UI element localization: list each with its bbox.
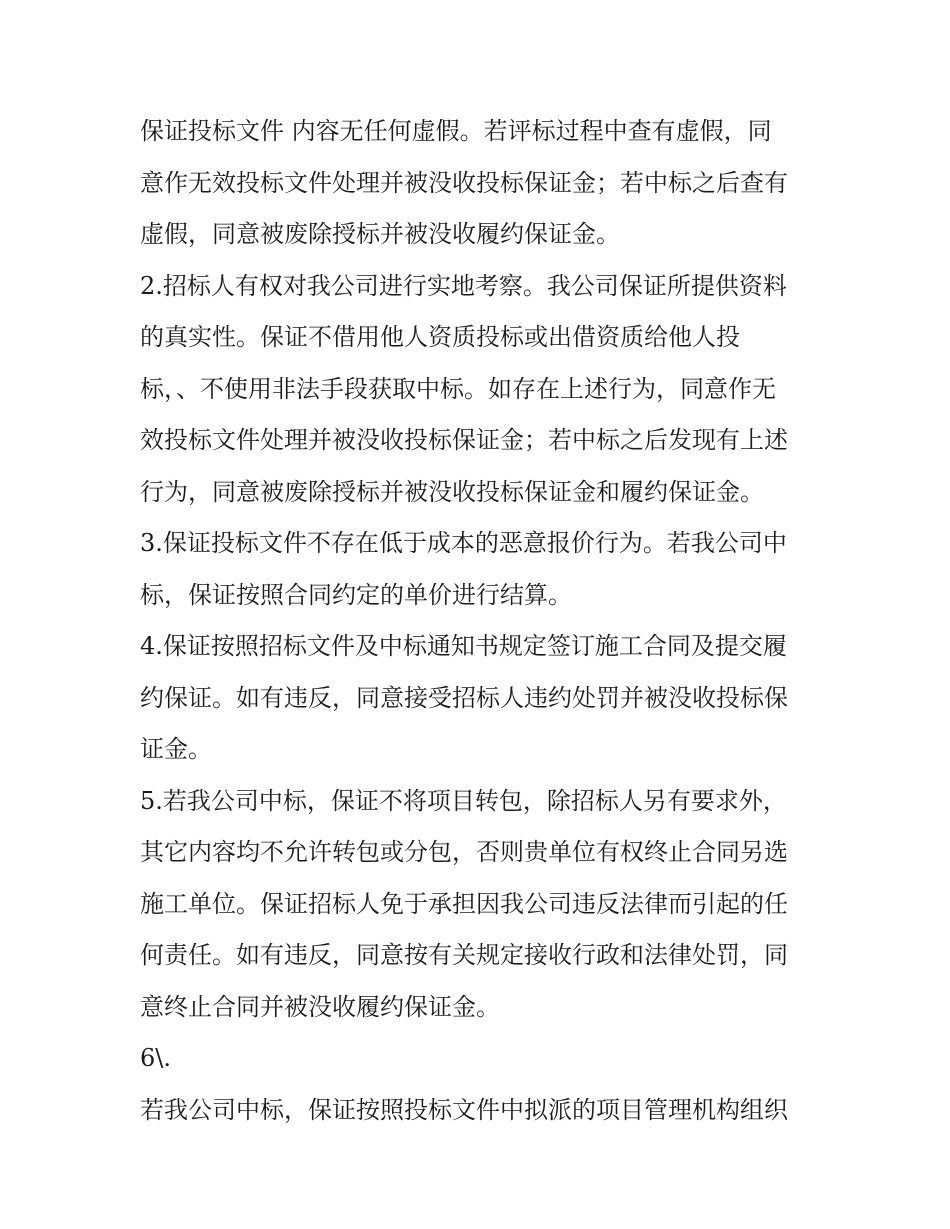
text-line: 标，、不使用非法手段获取中标。如存在上述行为，同意作无	[140, 374, 776, 403]
text-line: 证金。	[140, 735, 212, 763]
text-line: 保证投标文件 内容无任何虚假。若评标过程中查有虚假，同	[140, 117, 772, 145]
text-line: 6\.	[140, 1044, 171, 1072]
text-line: 意作无效投标文件处理并被没收投标保证金；若中标之后查有	[140, 168, 788, 197]
text-line: 行为，同意被废除授标并被没收投标保证金和履约保证金。	[140, 477, 764, 506]
text-line: 5.若我公司中标，保证不将项目转包，除招标人另有要求外，	[140, 786, 787, 815]
text-line: 虚假，同意被废除授标并被没收履约保证金。	[140, 220, 620, 248]
text-line: 4.保证按照招标文件及中标通知书规定签订施工合同及提交履	[140, 632, 787, 660]
text-line: 其它内容均不允许转包或分包，否则贵单位有权终止合同另选	[140, 838, 788, 866]
text-line: 效投标文件处理并被没收投标保证金；若中标之后发现有上述	[140, 426, 788, 454]
text-line: 约保证。如有违反，同意接受招标人违约处罚并被没收投标保	[140, 683, 788, 712]
text-line: 2.招标人有权对我公司进行实地考察。我公司保证所提供资料	[140, 271, 787, 300]
text-line: 施工单位。保证招标人免于承担因我公司违反法律而引起的任	[140, 889, 788, 918]
document-body	[140, 106, 820, 1136]
text-line: 的真实性。保证不借用他人资质投标或出借资质给他人投	[140, 323, 740, 351]
text-line: 若我公司中标，保证按照投标文件中拟派的项目管理机构组织	[140, 1095, 788, 1124]
text-line: 标，保证按照合同约定的单价进行结算。	[140, 580, 572, 609]
text-line: 3.保证投标文件不存在低于成本的恶意报价行为。若我公司中	[140, 529, 787, 557]
text-line: 意终止合同并被没收履约保证金。	[140, 992, 500, 1021]
text-line: 何责任。如有违反，同意按有关规定接收行政和法律处罚，同	[140, 941, 788, 969]
